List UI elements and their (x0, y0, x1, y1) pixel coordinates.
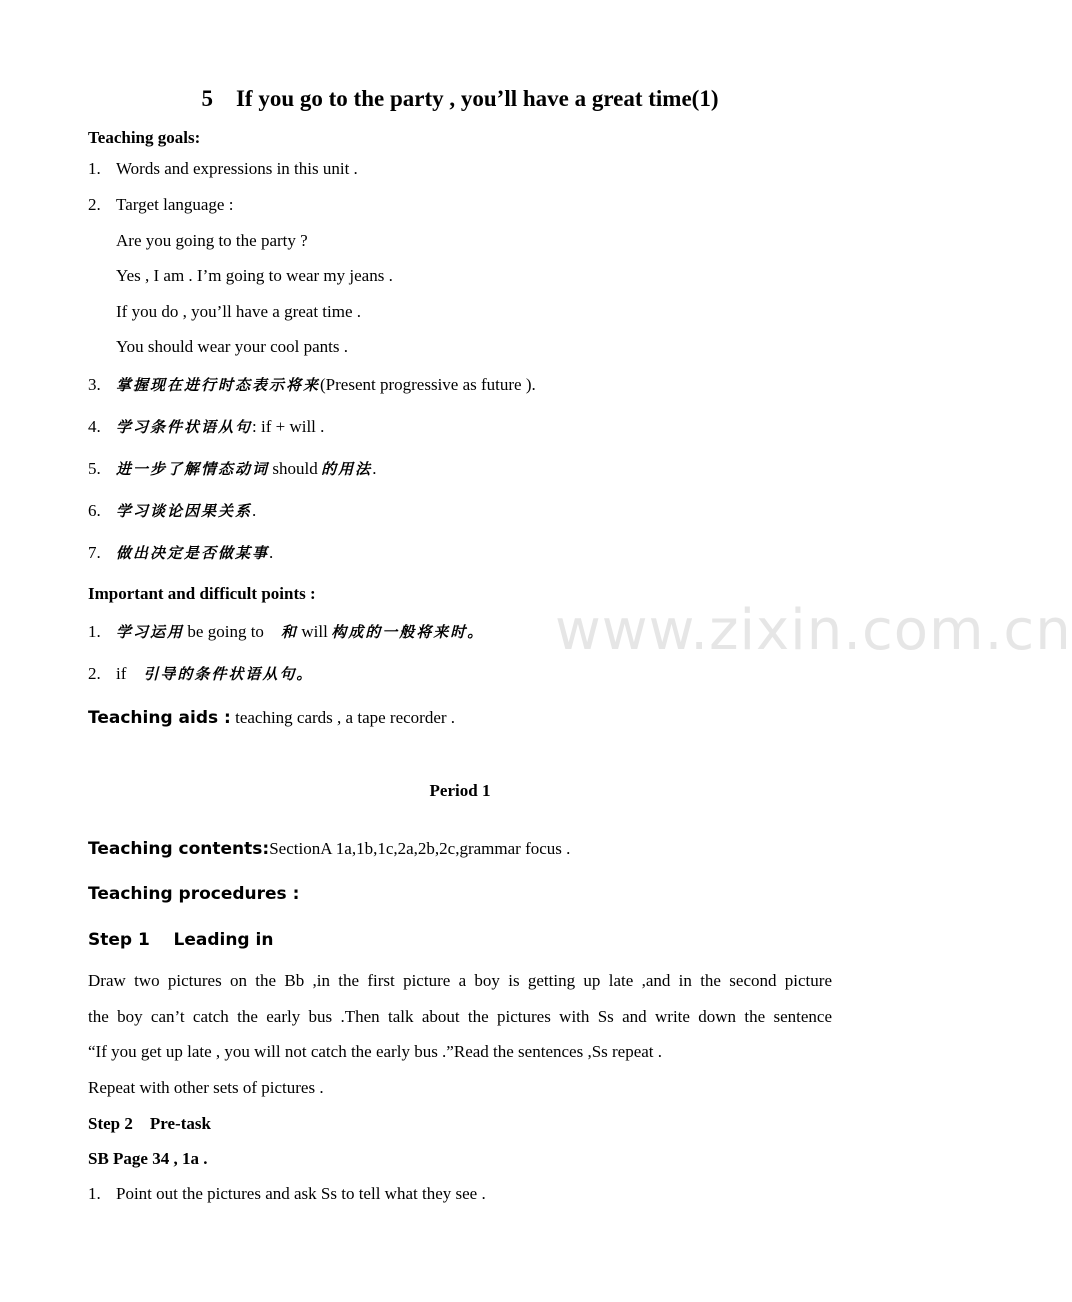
list-number: 2. (88, 664, 101, 683)
list-number: 7. (88, 543, 101, 562)
list-text: Point out the pictures and ask Ss to tell what they see . (116, 1184, 486, 1203)
goal-item-4 (88, 416, 324, 438)
teaching-aids-label: Teaching aids : (88, 708, 231, 728)
teaching-aids (88, 707, 455, 729)
list-number: 2. (88, 195, 101, 214)
teaching-procedures-heading: Teaching procedures : (88, 884, 300, 904)
paragraph-line: Draw two pictures on the Bb ,in the first picture a boy is getting up late ,and in the second picture (88, 971, 832, 990)
goal-item-7 (88, 542, 273, 564)
chinese-text: 的用法 (321, 460, 373, 478)
teaching-contents (88, 838, 570, 860)
list-number: 1. (88, 1184, 101, 1203)
chinese-text: 做出决定是否做某事 (116, 544, 270, 562)
goal-item-3 (88, 374, 536, 396)
step1-paragraph (88, 963, 832, 1070)
chinese-text: 掌握现在进行时态表示将来 (116, 376, 321, 394)
english-text: . (269, 543, 274, 562)
english-text: should (272, 459, 318, 478)
target-line-4: You should wear your cool pants . (116, 337, 349, 356)
important-item-1 (88, 621, 484, 643)
target-line-3: If you do , you’ll have a great time . (116, 302, 362, 321)
target-line-1: Are you going to the party ? (116, 231, 308, 250)
paragraph-line: “If you get up late , you will not catch the early bus .”Read the sentences ,Ss repeat . (88, 1042, 663, 1061)
period-heading: Period 1 (429, 781, 491, 800)
teaching-aids-text: teaching cards , a tape recorder . (235, 708, 456, 727)
watermark: www.zixin.com.cn (555, 598, 1072, 663)
english-text: . (252, 501, 257, 520)
important-points-heading: Important and difficult points : (88, 584, 316, 603)
chinese-text: 学习谈论因果关系 (116, 502, 253, 520)
paragraph-line: the boy can’t catch the early bus .Then talk about the pictures with Ss and write down the sentence (88, 1006, 832, 1026)
chinese-text: 学习条件状语从句 (116, 418, 253, 436)
chinese-text: 学习运用 (116, 623, 185, 641)
list-text: Target language : (116, 195, 234, 214)
english-text: will (301, 622, 328, 641)
english-text: be going to (187, 622, 264, 641)
repeat-instruction: Repeat with other sets of pictures . (88, 1078, 324, 1097)
goal-item-1 (88, 158, 358, 180)
chinese-text: 和 (280, 623, 298, 641)
chinese-text: 引导的条件状语从句。 (143, 665, 314, 683)
list-text: Words and expressions in this unit . (116, 159, 358, 178)
goal-item-6 (88, 500, 256, 522)
chinese-text: 构成的一般将来时。 (331, 623, 485, 641)
step2-item-1 (88, 1183, 486, 1205)
goal-item-5 (88, 458, 376, 480)
list-number: 5. (88, 459, 101, 478)
important-item-2 (88, 663, 313, 685)
teaching-contents-text: SectionA 1a,1b,1c,2a,2b,2c,grammar focus . (269, 839, 571, 858)
step1-heading: Step 1 Leading in (88, 930, 274, 950)
english-text: if (116, 664, 127, 683)
goal-item-2 (88, 194, 233, 216)
list-number: 4. (88, 417, 101, 436)
chinese-text: 进一步了解情态动词 (116, 460, 270, 478)
list-number: 1. (88, 159, 101, 178)
list-number: 1. (88, 622, 101, 641)
english-text: : if + will . (252, 417, 325, 436)
page-title: 5 If you go to the party , you’ll have a great time(1) (201, 86, 719, 111)
step2-heading: Step 2 Pre-task (88, 1114, 211, 1133)
list-number: 3. (88, 375, 101, 394)
target-line-2: Yes , I am . I’m going to wear my jeans . (116, 266, 393, 285)
teaching-goals-heading: Teaching goals: (88, 128, 201, 147)
list-number: 6. (88, 501, 101, 520)
teaching-contents-label: Teaching contents: (88, 839, 270, 859)
english-text: (Present progressive as future ). (320, 375, 536, 394)
punctuation: . (372, 459, 377, 478)
sb-page-reference: SB Page 34 , 1a . (88, 1149, 208, 1168)
